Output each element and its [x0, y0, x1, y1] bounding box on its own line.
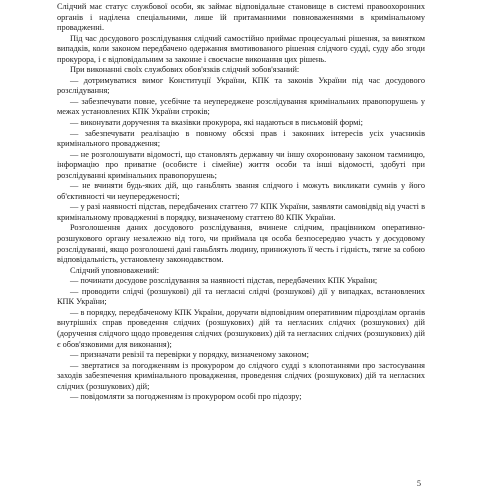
list-item-power-motions: — звертатися за погодженням із прокурором до слідчого судді з клопотаннями про застосування заходів забезпечення кримінального провадження, проведення слідчих (розшукових) дій та негласних слідчих (розшукових) дій;: [57, 360, 425, 391]
list-item-power-suspicion: — повідомляти за погодженням із прокурором особі про підозру;: [70, 392, 302, 402]
list-item-duty-prosecutor-orders: — виконувати доручення та вказівки прокурора, які надаються в письмовій формі;: [70, 118, 363, 128]
list-item-power-delegate: — в порядку, передбаченому КПК України, доручати відповідним оперативним підрозділам органів внутрішніх справ проведення слідчих (розшукових) дій та негласних слідчих (розшукових) дій (доручення слідчого щодо проведення слідчих (розшукових) дій та негласних слідчих (розшукових) дій є обов'язковими для виконання);: [57, 307, 425, 349]
paragraph-powers-intro: Слідчий уповноважений:: [70, 265, 159, 275]
list-item-duty-full-investigation: — забезпечувати повне, усебічне та неупереджене розслідування кримінальних правопорушень у межах установлених КПК України строків;: [57, 96, 425, 117]
list-item-duty-recusal: — у разі наявності підстав, передбачених статтею 77 КПК України, заявляти самовідвід від участі в кримінальному провадженні в порядку, визначеному статтею 80 КПК України.: [57, 202, 425, 222]
paragraph-duties-intro: При виконанні своїх службових обов'язків слідчий зобов'язаний:: [70, 65, 300, 75]
list-item-duty-secrecy: — не розголошувати відомості, що становлять державну чи іншу охоронювану законом таємницю, інформацію про приватне (особисте і сімейне) життя особи та інші відомості, здобуті при розслідуванні кримінальних правопорушень;: [57, 149, 425, 180]
list-item-power-audits: — призначати ревізії та перевірки у порядку, визначеному законом;: [70, 350, 309, 360]
paragraph-investigator-status: Слідчий має статус службової особи, як займає відповідальне становище в системі правоохоронних органів і наділена спеціальними, лише їй притаманними повноваженнями в кримінальному провадженні.: [57, 2, 425, 33]
list-item-duty-rights: — забезпечувати реалізацію в повному обсязі прав і законних інтересів усіх учасників кримінального провадження;: [57, 128, 425, 149]
list-item-duty-constitution: — дотримуватися вимог Конституції України, КПК та законів України під час досудового розслідування;: [57, 75, 425, 96]
paragraph-procedural-decisions: Під час досудового розслідування слідчий самостійно приймає процесуальні рішення, за винятком випадків, коли законом передбачено одержання вмотивованого рішення слідчого судді, суду або згоди прокурора, і є відповідальним за законне і своєчасне виконання цих рішень.: [57, 33, 425, 64]
list-item-power-investigative-actions: — проводити слідчі (розшукові) дії та негласні слідчі (розшукові) дії у випадках, встановлених КПК України;: [57, 286, 425, 307]
document-page: [57, 2, 425, 403]
paragraph-disclosure-liability: Розголошення даних досудового розслідування, вчинене слідчим, працівником оперативно-розшукового органу незалежно від того, чи приймала ця особа безпосередню участь у досудовому розслідуванні, якщо розголошені дані ганьблять людину, принижують її честь і гідність, тягне за собою відповідальність, установлену законодавством.: [57, 223, 425, 265]
page-number: 5: [416, 479, 421, 488]
list-item-duty-conduct: — не вчиняти будь-яких дій, що ганьблять звання слідчого і можуть викликати сумнів у його об'єктивності чи неупередженості;: [57, 181, 425, 201]
list-item-power-start-investigation: — починати досудове розслідування за наявності підстав, передбачених КПК України;: [70, 276, 378, 286]
